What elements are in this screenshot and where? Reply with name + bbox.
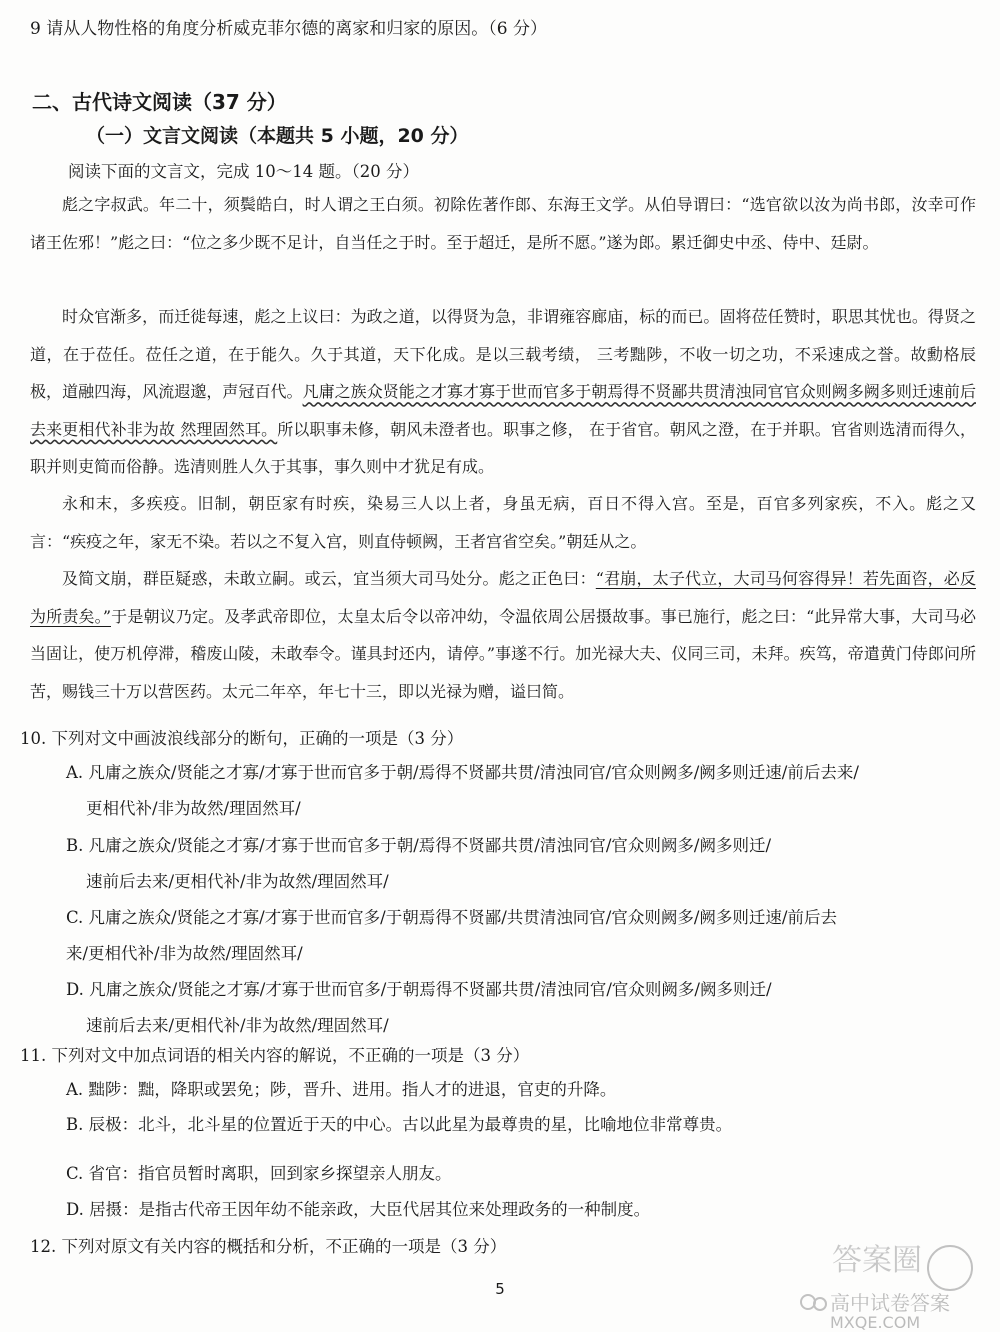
question-11-option-c: C. 省官：指官员暂时离职，回到家乡探望亲人朋友。 bbox=[66, 1164, 452, 1183]
question-10-option-a bbox=[66, 755, 986, 827]
page-number: 5 bbox=[495, 1280, 505, 1298]
passage-text: 时众官渐多，而迁徙每速，彪之上议曰：为政之道，以得贤为急，非谓雍容廊庙，标的而已。固将莅任赞时，职思其忧也。得贤之道，在于莅任。莅任之道，在于能久。久于其道，天下化成。是以三载考绩， 三考黜陟，不收一切之功，不采速成之誉。故勳格辰极，道融四海，风流遐邈，声冠百代。 bbox=[30, 307, 976, 402]
watermark-glyphs: 答案圈 bbox=[832, 1243, 922, 1278]
question-11-option-d: D. 居摄：是指古代帝王因年幼不能亲政，大臣代居其位来处理政务的一种制度。 bbox=[66, 1200, 651, 1219]
section-heading: 二、古代诗文阅读（37 分） bbox=[32, 90, 287, 114]
question-11-option-a: A. 黜陟：黜，降职或罢免；陟，晋升、进用。指人才的进退，官吏的升降。 bbox=[66, 1080, 617, 1099]
question-11-option-b: B. 辰极：北斗，北斗星的位置近于天的中心。古以此星为最尊贵的星，比喻地位非常尊贵。 bbox=[66, 1115, 733, 1134]
question-10-option-c bbox=[66, 900, 986, 972]
passage-text: 及简文崩，群臣疑惑，未敢立嗣。或云，宜当须大司马处分。彪之正色曰： bbox=[62, 569, 596, 588]
question-12-stem: 12. 下列对原文有关内容的概括和分析，不正确的一项是（3 分） bbox=[30, 1237, 507, 1256]
question-10-stem: 10. 下列对文中画波浪线部分的断句，正确的一项是（3 分） bbox=[20, 729, 464, 748]
watermark-logo bbox=[790, 1240, 990, 1330]
question-10-option-b bbox=[66, 828, 986, 900]
wavy-underlined-text: 凡庸之族众贤能之才寡才寡于世而官多于朝焉得不贤鄙共贯清浊同官官众则阙多阙多则迁速前后去来更相代补非为故 然理固然耳。 bbox=[30, 382, 976, 439]
option-line: A. 凡庸之族众/贤能之才寡/才寡于世而官多于朝/焉得不贤鄙共贯/清浊同官/官众则阙多/阙多则迁速/前后去来/ bbox=[66, 763, 859, 782]
passage-paragraph-2 bbox=[30, 298, 976, 486]
passage-paragraph-1: 彪之字叔武。年二十，须鬓皓白，时人谓之王白须。初除佐著作郎、东海王文学。从伯导谓曰：“选官欲以汝为尚书郎，汝幸可作诸王佐邪！”彪之曰：“位之多少既不足计，自当任之于时。至于超迁，是所不愿。”遂为郎。累迁御史中丞、侍中、廷尉。 bbox=[30, 195, 976, 252]
option-line: C. 凡庸之族众/贤能之才寡/才寡于世而官多/于朝焉得不贤鄙/共贯清浊同官/官众则阙多/阙多则迁速/前后去 bbox=[66, 908, 837, 927]
passage-text: 于是朝议乃定。及孝武帝即位，太皇太后令以帝冲幼，令温依周公居摄故事。事已施行，彪之曰：“此异常大事，大司马必当固让，使万机停滞，稽废山陵，未敢奉令。谨具封还内，请停。”事遂不行。加光禄大夫、仪同三司，未拜。疾笃，帝遣黄门侍郎问所苦，赐钱三十万以营医药。太元二年卒，年七十三，即以光禄为赠，谥曰简。 bbox=[30, 606, 976, 701]
reading-instruction: 阅读下面的文言文，完成 10～14 题。（20 分） bbox=[68, 162, 419, 181]
underlined-text: “君崩，太子代立，大司马何容得异！若先面咨，必反为所责矣。” bbox=[30, 569, 976, 626]
passage-paragraph-4 bbox=[30, 560, 976, 710]
question-9: 9 请从人物性格的角度分析威克菲尔德的离家和归家的原因。（6 分） bbox=[30, 19, 547, 39]
question-11-stem: 11. 下列对文中加点词语的相关内容的解说，不正确的一项是（3 分） bbox=[20, 1046, 530, 1065]
option-line: 来/更相代补/非为故然/理固然耳/ bbox=[66, 944, 303, 963]
option-line: 更相代补/非为故然/理固然耳/ bbox=[86, 799, 301, 818]
watermark-url: MXQE.COM bbox=[830, 1313, 921, 1330]
subsection-heading: （一）文言文阅读（本题共 5 小题，20 分） bbox=[86, 125, 469, 147]
passage-paragraph-3: 永和末，多疾疫。旧制，朝臣家有时疾，染易三人以上者，身虽无病，百日不得入宫。至是，百官多列家疾，不入。彪之又言：“疾疫之年，家无不染。若以之不复入宫，则直侍顿阙，王者宫省空矣。”朝廷从之。 bbox=[30, 494, 976, 551]
option-line: B. 凡庸之族众/贤能之才寡/才寡于世而官多于朝/焉得不贤鄙共贯/清浊同官/官众则阙多/阙多则迁/ bbox=[66, 836, 772, 855]
option-line: 速前后去来/更相代补/非为故然/理固然耳/ bbox=[86, 872, 389, 891]
option-line: 速前后去来/更相代补/非为故然/理固然耳/ bbox=[86, 1016, 389, 1035]
question-10-option-d bbox=[66, 972, 986, 1044]
passage-text: 所以职事未修，朝风未澄者也。职事之修， 在于省官。朝风之澄，在于并职。官省则选清而得久，职并则吏简而俗静。选清则胜人久于其事，事久则中才犹足有成。 bbox=[30, 419, 977, 477]
watermark-text: 高中试卷答案 bbox=[830, 1291, 950, 1315]
option-line: D. 凡庸之族众/贤能之才寡/才寡于世而官多/于朝焉得不贤鄙共贯/清浊同官/官众则阙多/阙多则迁/ bbox=[66, 980, 772, 999]
